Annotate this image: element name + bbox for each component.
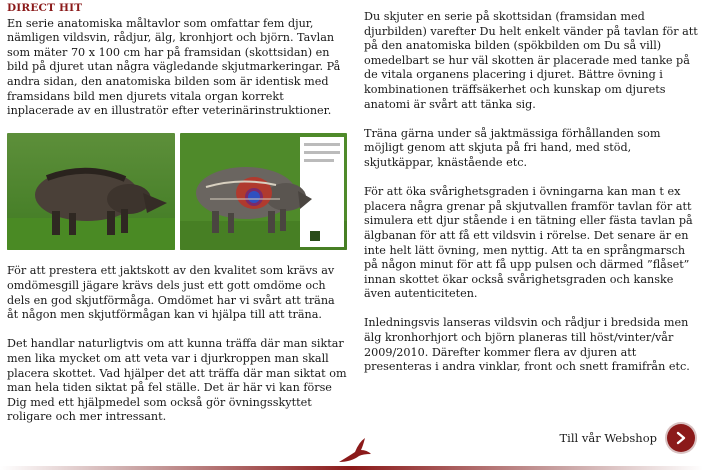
right-paragraph-1: Du skjuter en serie på skottsidan (framsidan med djurbilden) varefter Du helt enkelt vänder på tavlan för att på den anatomiska bilden (spökbilden om Du så vill) omedelbart se hur väl skotten är placerade med tanke på de vitala organens placering i djuret. Bättre övning i kombinationen träffsäkerhet och kunskap om djurets anatomi är svårt att tänka sig. <box>364 10 698 111</box>
left-column <box>7 0 347 439</box>
chevron-right-icon[interactable] <box>667 424 695 452</box>
footer-divider <box>0 466 703 470</box>
right-paragraph-3: För att öka svårighetsgraden i övningarna kan man t ex placera några grenar på skjutvallen framför tavlan för att simulera ett djur stående i en tätning eller fästa tavlan på älgbanan för att få ett vildsvin i rörelse. Det senare är en inte helt lätt övning, men nyttig. Att ta en språngmarsch på någon minut för att få upp pulsen och därmed ”flåset” innan skottet ökar också svårighetsgraden och kanske även autenticiteten. <box>364 185 693 301</box>
right-paragraph-4: Inledningsvis lanseras vildsvin och rådjur i bredsida men älg kronhorhjort och björn planeras till höst/vinter/vår 2009/2010. Därefter kommer flera av djuren att presenteras i andra vinklar, front och snett framifrån etc. <box>364 316 690 374</box>
right-paragraph-2: Träna gärna under så jaktmässiga förhållanden som möjligt genom att skjuta på fri hand, med stöd, skjutkäppar, knästående etc. <box>364 126 661 169</box>
intro-paragraph: En serie anatomiska måltavlor som omfattar fem djur, nämligen vildsvin, rådjur, älg, kronhjort och björn. Tavlan som mäter 70 x 100 cm har på framsidan (skottsidan) en bild på djuret utan några vägledande skjutmarkeringar. På andra sidan, den anatomiska bilden som är identisk med framsidans bild men djurets vitala organ korrekt inplacerade av en illustratör efter veterinärinstruktioner. <box>7 16 341 118</box>
webshop-label: Till vår Webshop <box>559 431 657 445</box>
left-paragraph-2: Det handlar naturligtvis om att kunna träffa där man siktar men lika mycket om att veta var i djurkroppen man skall placera skottet. Vad hjälper det att träffa där man siktat om man hela tiden siktat på fel ställe. Det är här vi kan förse Dig med ett hjälpmedel som också gör övningsskyttet roligare och mer intressant. <box>7 337 347 424</box>
bird-icon <box>335 436 375 470</box>
boar-anatomy-image <box>180 133 348 250</box>
webshop-link[interactable] <box>559 424 695 452</box>
article-title: DIRECT HIT <box>7 2 83 14</box>
boar-front-image <box>7 133 175 250</box>
target-images <box>7 133 347 250</box>
left-paragraph-1: För att prestera ett jaktskott av den kvalitet som krävs av omdömesgill jägare krävs dels just ett gott omdöme och dels en god skjutförmåga. Omdömet har vi svårt att träna åt någon men skjutförmågan kan vi hjälpa till att träna. <box>7 264 335 322</box>
right-column <box>364 10 702 389</box>
